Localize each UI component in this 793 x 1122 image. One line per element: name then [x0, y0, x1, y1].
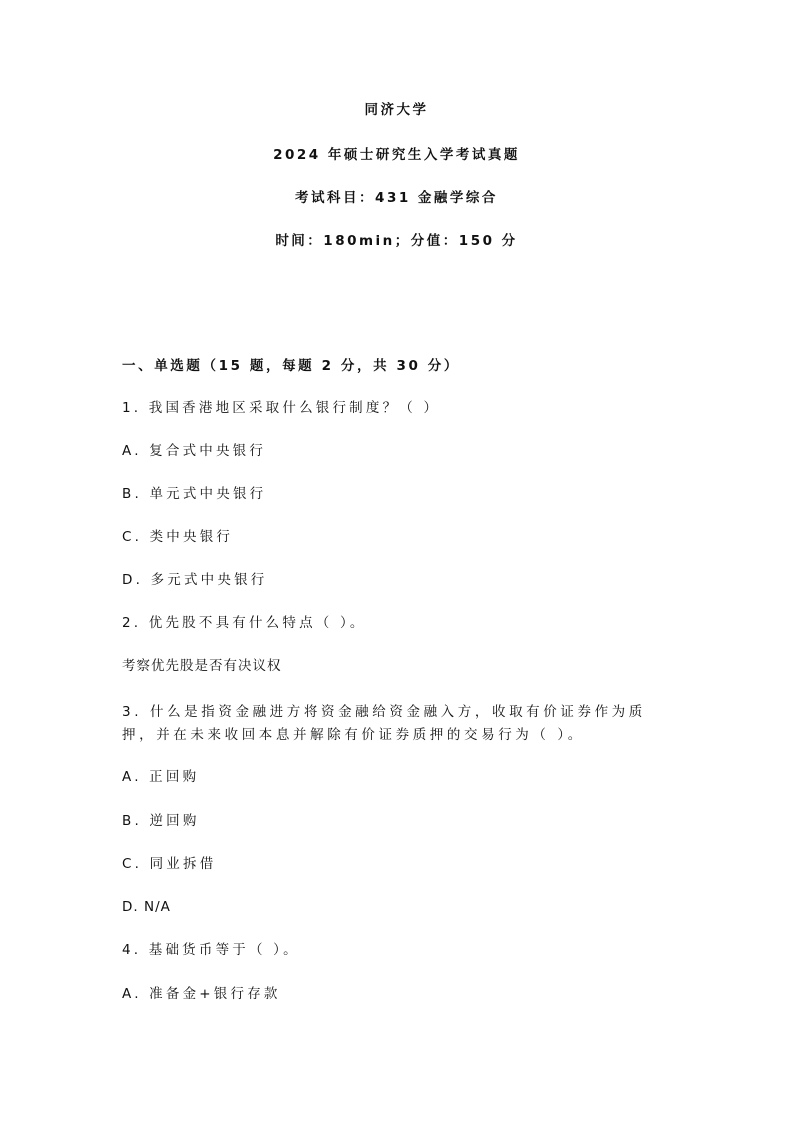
question-4-stem: 4. 基础货币等于（ ）。: [122, 942, 300, 958]
question-2-note: 考察优先股是否有决议权: [122, 658, 282, 674]
question-3-option-a: A. 正回购: [122, 769, 200, 785]
exam-subject: 考试科目：431 金融学综合: [295, 190, 498, 206]
question-3-stem-line2: 押，并在未来收回本息并解除有价证券质押的交易行为（ ）。: [122, 727, 585, 743]
question-1-stem: 1. 我国香港地区采取什么银行制度？（ ）: [122, 400, 441, 416]
question-3-option-b: B. 逆回购: [122, 813, 200, 829]
question-3-stem-line1: 3. 什么是指资金融进方将资金融给资金融入方，收取有价证券作为质: [122, 704, 646, 720]
question-1-option-c: C. 类中央银行: [122, 529, 234, 545]
question-3-option-c: C. 同业拆借: [122, 856, 217, 872]
section-heading: 一、单选题（15 题，每题 2 分，共 30 分）: [122, 358, 460, 374]
university-title: 同济大学: [364, 102, 429, 118]
question-4-option-a: A. 准备金+银行存款: [122, 986, 281, 1002]
exam-title: 2024 年硕士研究生入学考试真题: [273, 147, 520, 163]
exam-time-score: 时间：180min；分值：150 分: [275, 233, 518, 249]
question-1-option-d: D. 多元式中央银行: [122, 572, 268, 588]
question-2-stem: 2. 优先股不具有什么特点（ ）。: [122, 615, 367, 631]
question-1-option-b: B. 单元式中央银行: [122, 486, 267, 502]
question-1-option-a: A. 复合式中央银行: [122, 443, 267, 459]
question-3-option-d: D. N/A: [122, 899, 171, 915]
